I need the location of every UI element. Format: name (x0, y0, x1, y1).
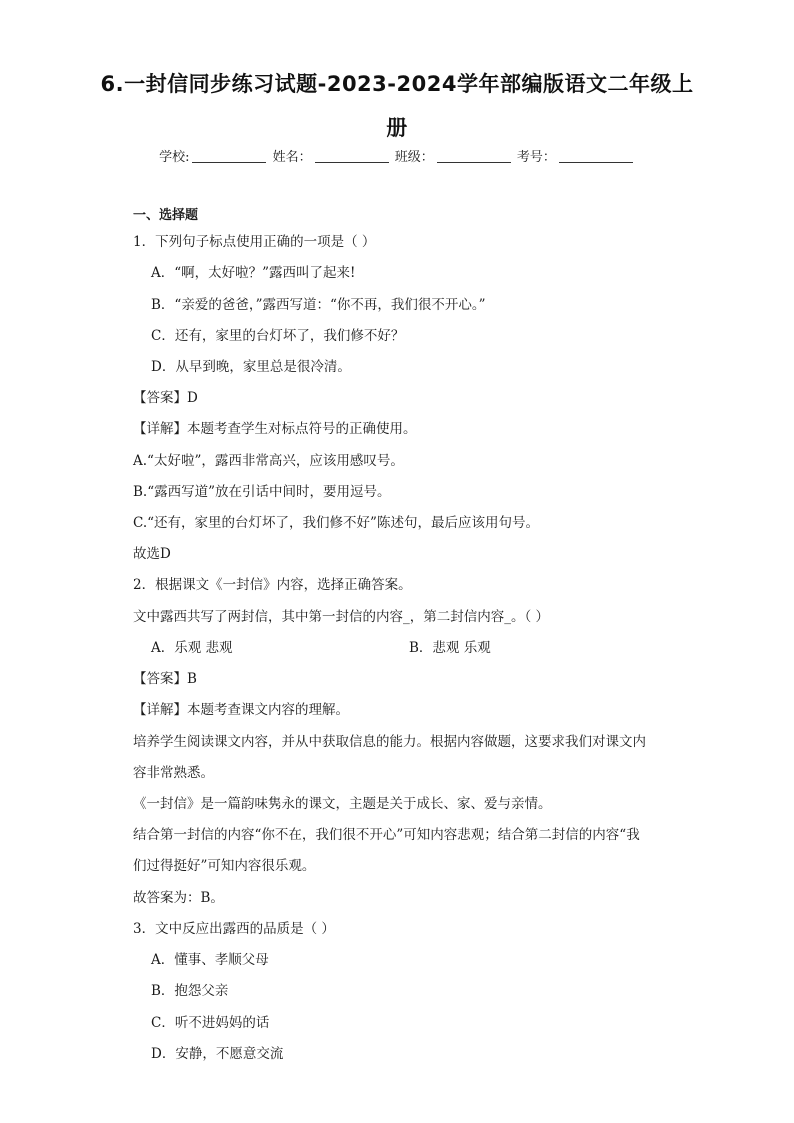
q3-option-b: B．抱怨父亲 (151, 983, 229, 999)
q2-stem: 2．根据课文《一封信》内容，选择正确答案。 (133, 577, 412, 593)
q3-stem: 3．文中反应出露西的品质是（ ） (133, 921, 335, 937)
q2-answer: 【答案】B (133, 671, 197, 687)
q1-explanation-b: B.“露西写道”放在引话中间时，要用逗号。 (133, 484, 391, 500)
q1-option-b: B．“亲爱的爸爸，”露西写道：“你不再，我们很不开心。” (151, 297, 486, 313)
q1-option-c: C．还有，家里的台灯坏了，我们修不好？ (151, 328, 405, 344)
doc-title-line2: 册 (386, 116, 408, 140)
q1-explanation-a: A.“太好啦”，露西非常高兴，应该用感叹号。 (133, 453, 404, 469)
q1-option-d: D．从早到晚，家里总是很冷清。 (151, 359, 351, 375)
q2-paragraph3-line2: 们过得挺好”可知内容很乐观。 (133, 858, 316, 874)
class-blank[interactable] (437, 148, 511, 163)
q1-explanation-c: C.“还有，家里的台灯坏了，我们修不好”陈述句，最后应该用句号。 (133, 515, 539, 531)
q1-conclusion: 故选D (133, 546, 171, 562)
class-label: 班级： (394, 150, 434, 165)
school-label: 学校: (159, 150, 190, 165)
number-blank[interactable] (559, 148, 633, 163)
q2-option-a: A．乐观 悲观 (151, 640, 233, 656)
q1-answer: 【答案】D (133, 390, 198, 406)
q2-paragraph1-line2: 容非常熟悉。 (133, 765, 214, 781)
q2-sub-stem: 文中露西共写了两封信，其中第一封信的内容_，第二封信内容_。（ ） (133, 609, 550, 625)
q2-conclusion: 故答案为：B。 (133, 890, 224, 906)
q1-stem: 1．下列句子标点使用正确的一项是（ ） (133, 234, 376, 250)
q1-option-a: A．“啊，太好啦？”露西叫了起来! (151, 265, 356, 281)
q2-option-b: B．悲观 乐观 (409, 640, 491, 656)
q2-paragraph1-line1: 培养学生阅读课文内容，并从中获取信息的能力。根据内容做题，这要求我们对课文内 (133, 734, 646, 750)
q2-detail: 【详解】本题考查课文内容的理解。 (133, 702, 349, 718)
q2-paragraph2: 《一封信》是一篇韵味隽永的课文，主题是关于成长、家、爱与亲情。 (133, 796, 552, 812)
student-info-row (0, 146, 794, 165)
q1-detail: 【详解】本题考查学生对标点符号的正确使用。 (133, 421, 417, 437)
section-title: 一、选择题 (133, 208, 199, 223)
school-blank[interactable] (192, 148, 266, 163)
q3-option-a: A．懂事、孝顺父母 (151, 952, 269, 968)
doc-title-line1: 6.一封信同步练习试题-2023-2024学年部编版语文二年级上 (100, 72, 694, 96)
q3-option-d: D．安静，不愿意交流 (151, 1046, 284, 1062)
name-blank[interactable] (315, 148, 389, 163)
q3-option-c: C．听不进妈妈的话 (151, 1015, 270, 1031)
name-label: 姓名： (272, 150, 312, 165)
q2-paragraph3-line1: 结合第一封信的内容“你不在，我们很不开心”可知内容悲观；结合第二封信的内容“我 (133, 827, 640, 843)
number-label: 考号： (516, 150, 556, 165)
